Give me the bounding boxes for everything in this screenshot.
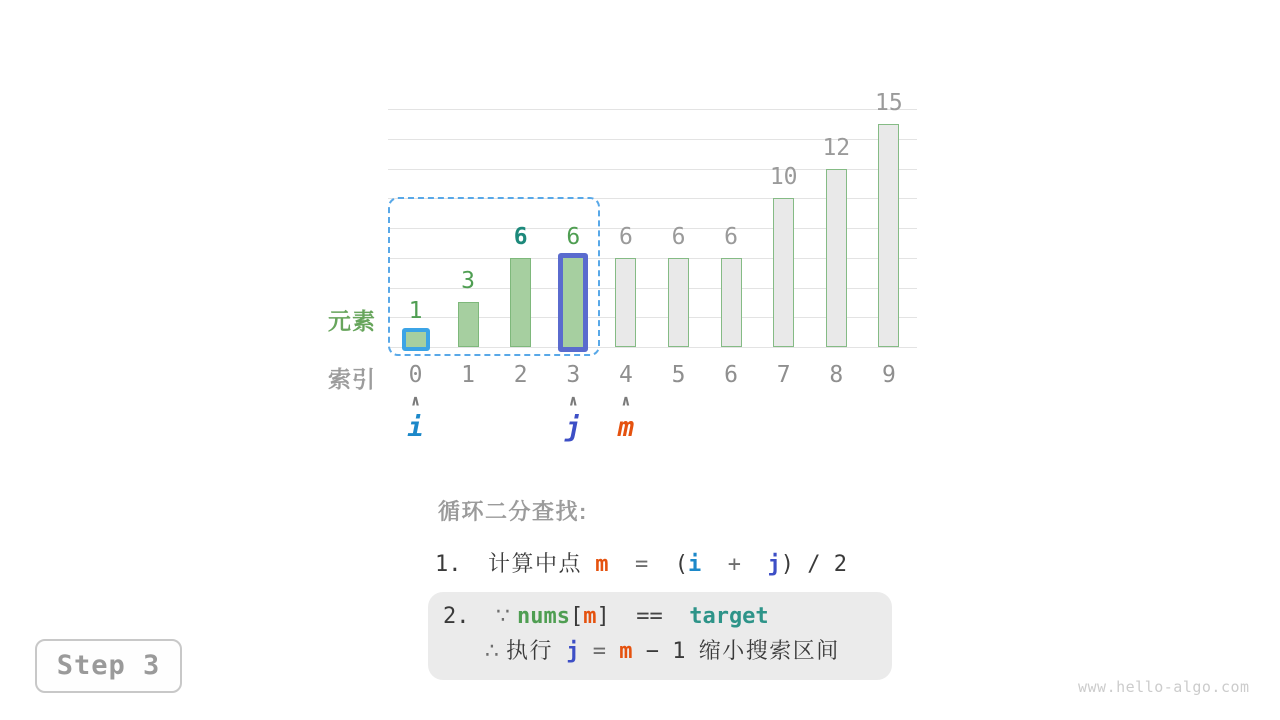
text-segment: i: [687, 552, 702, 577]
bar-index-6: [721, 258, 742, 347]
text-segment: ==: [609, 604, 690, 629]
bar-value-label: 12: [822, 134, 851, 161]
step-button[interactable]: Step 3: [35, 639, 182, 693]
bar-index-4: [615, 258, 636, 347]
pointer-label-m: m: [617, 412, 635, 443]
bar-index-label: 2: [513, 362, 528, 388]
bar-index-label: 4: [618, 362, 633, 388]
text-segment: nums: [516, 604, 570, 629]
bar-index-label: 7: [776, 362, 791, 388]
bar-value-label: 6: [724, 223, 739, 250]
bar-index-7: [773, 198, 794, 347]
text-segment: ]: [596, 604, 610, 629]
text-segment: / 2: [793, 552, 847, 577]
row-label-elements: 元素: [328, 308, 376, 334]
bar-index-5: [668, 258, 689, 347]
bar-index-3: [558, 253, 588, 352]
bar-value-label: 6: [671, 223, 686, 250]
explain-step2-line-premise: [443, 601, 769, 632]
text-segment: (: [674, 552, 688, 577]
text-segment: − 1: [632, 639, 699, 664]
bar-value-label: 15: [875, 90, 903, 117]
bar-value-label: 10: [769, 164, 798, 191]
pointer-caret-i: ∧: [410, 392, 421, 411]
text-segment: m: [619, 639, 633, 664]
bar-index-label: 0: [408, 362, 423, 388]
text-segment: ∵: [495, 604, 517, 629]
bar-index-label: 6: [724, 362, 739, 388]
text-segment: [582, 552, 595, 577]
text-segment: m: [595, 552, 609, 577]
text-segment: ): [780, 552, 794, 577]
bar-index-8: [826, 169, 847, 347]
bar-index-label: 9: [881, 362, 896, 388]
text-segment: j: [566, 639, 580, 664]
explain-step2-line-conclusion: [485, 636, 840, 667]
bar-value-label: 6: [618, 223, 633, 250]
text-segment: j: [767, 552, 781, 577]
gridline: [388, 109, 917, 110]
watermark: www.hello-algo.com: [1078, 678, 1250, 696]
pointer-caret-j: ∧: [568, 392, 579, 411]
bar-value-label: 1: [408, 298, 423, 325]
pointer-label-i: i: [407, 412, 424, 443]
text-segment: 2.: [443, 604, 496, 629]
bar-index-0: [402, 328, 430, 351]
text-segment: +: [701, 552, 768, 577]
bar-index-9: [878, 124, 899, 347]
text-segment: ∴: [485, 639, 506, 664]
bar-index-label: 1: [461, 362, 476, 388]
bar-index-label: 8: [829, 362, 844, 388]
text-segment: =: [579, 639, 620, 664]
bar-value-label: 6: [513, 223, 528, 250]
text-segment: 计算中点: [487, 551, 582, 576]
row-label-indices: 索引: [328, 366, 376, 392]
text-segment: target: [689, 604, 769, 629]
text-segment: =: [608, 552, 675, 577]
text-segment: 执行: [506, 638, 554, 663]
bar-index-1: [458, 302, 479, 347]
bar-value-label: 3: [461, 268, 476, 295]
bar-index-2: [510, 258, 531, 347]
text-segment: m: [583, 604, 597, 629]
text-segment: 缩小搜索区间: [698, 638, 840, 663]
text-segment: 1.: [435, 552, 488, 577]
bar-index-label: 3: [566, 362, 581, 388]
bar-index-label: 5: [671, 362, 686, 388]
explain-heading: 循环二分查找:: [438, 499, 588, 524]
text-segment: [: [569, 604, 584, 629]
pointer-caret-m: ∧: [620, 392, 632, 411]
explain-step1-line: [435, 549, 847, 580]
text-segment: [553, 639, 566, 664]
explain-step2-box: [428, 592, 892, 680]
pointer-label-j: j: [565, 412, 582, 443]
bar-value-label: 6: [566, 223, 581, 250]
